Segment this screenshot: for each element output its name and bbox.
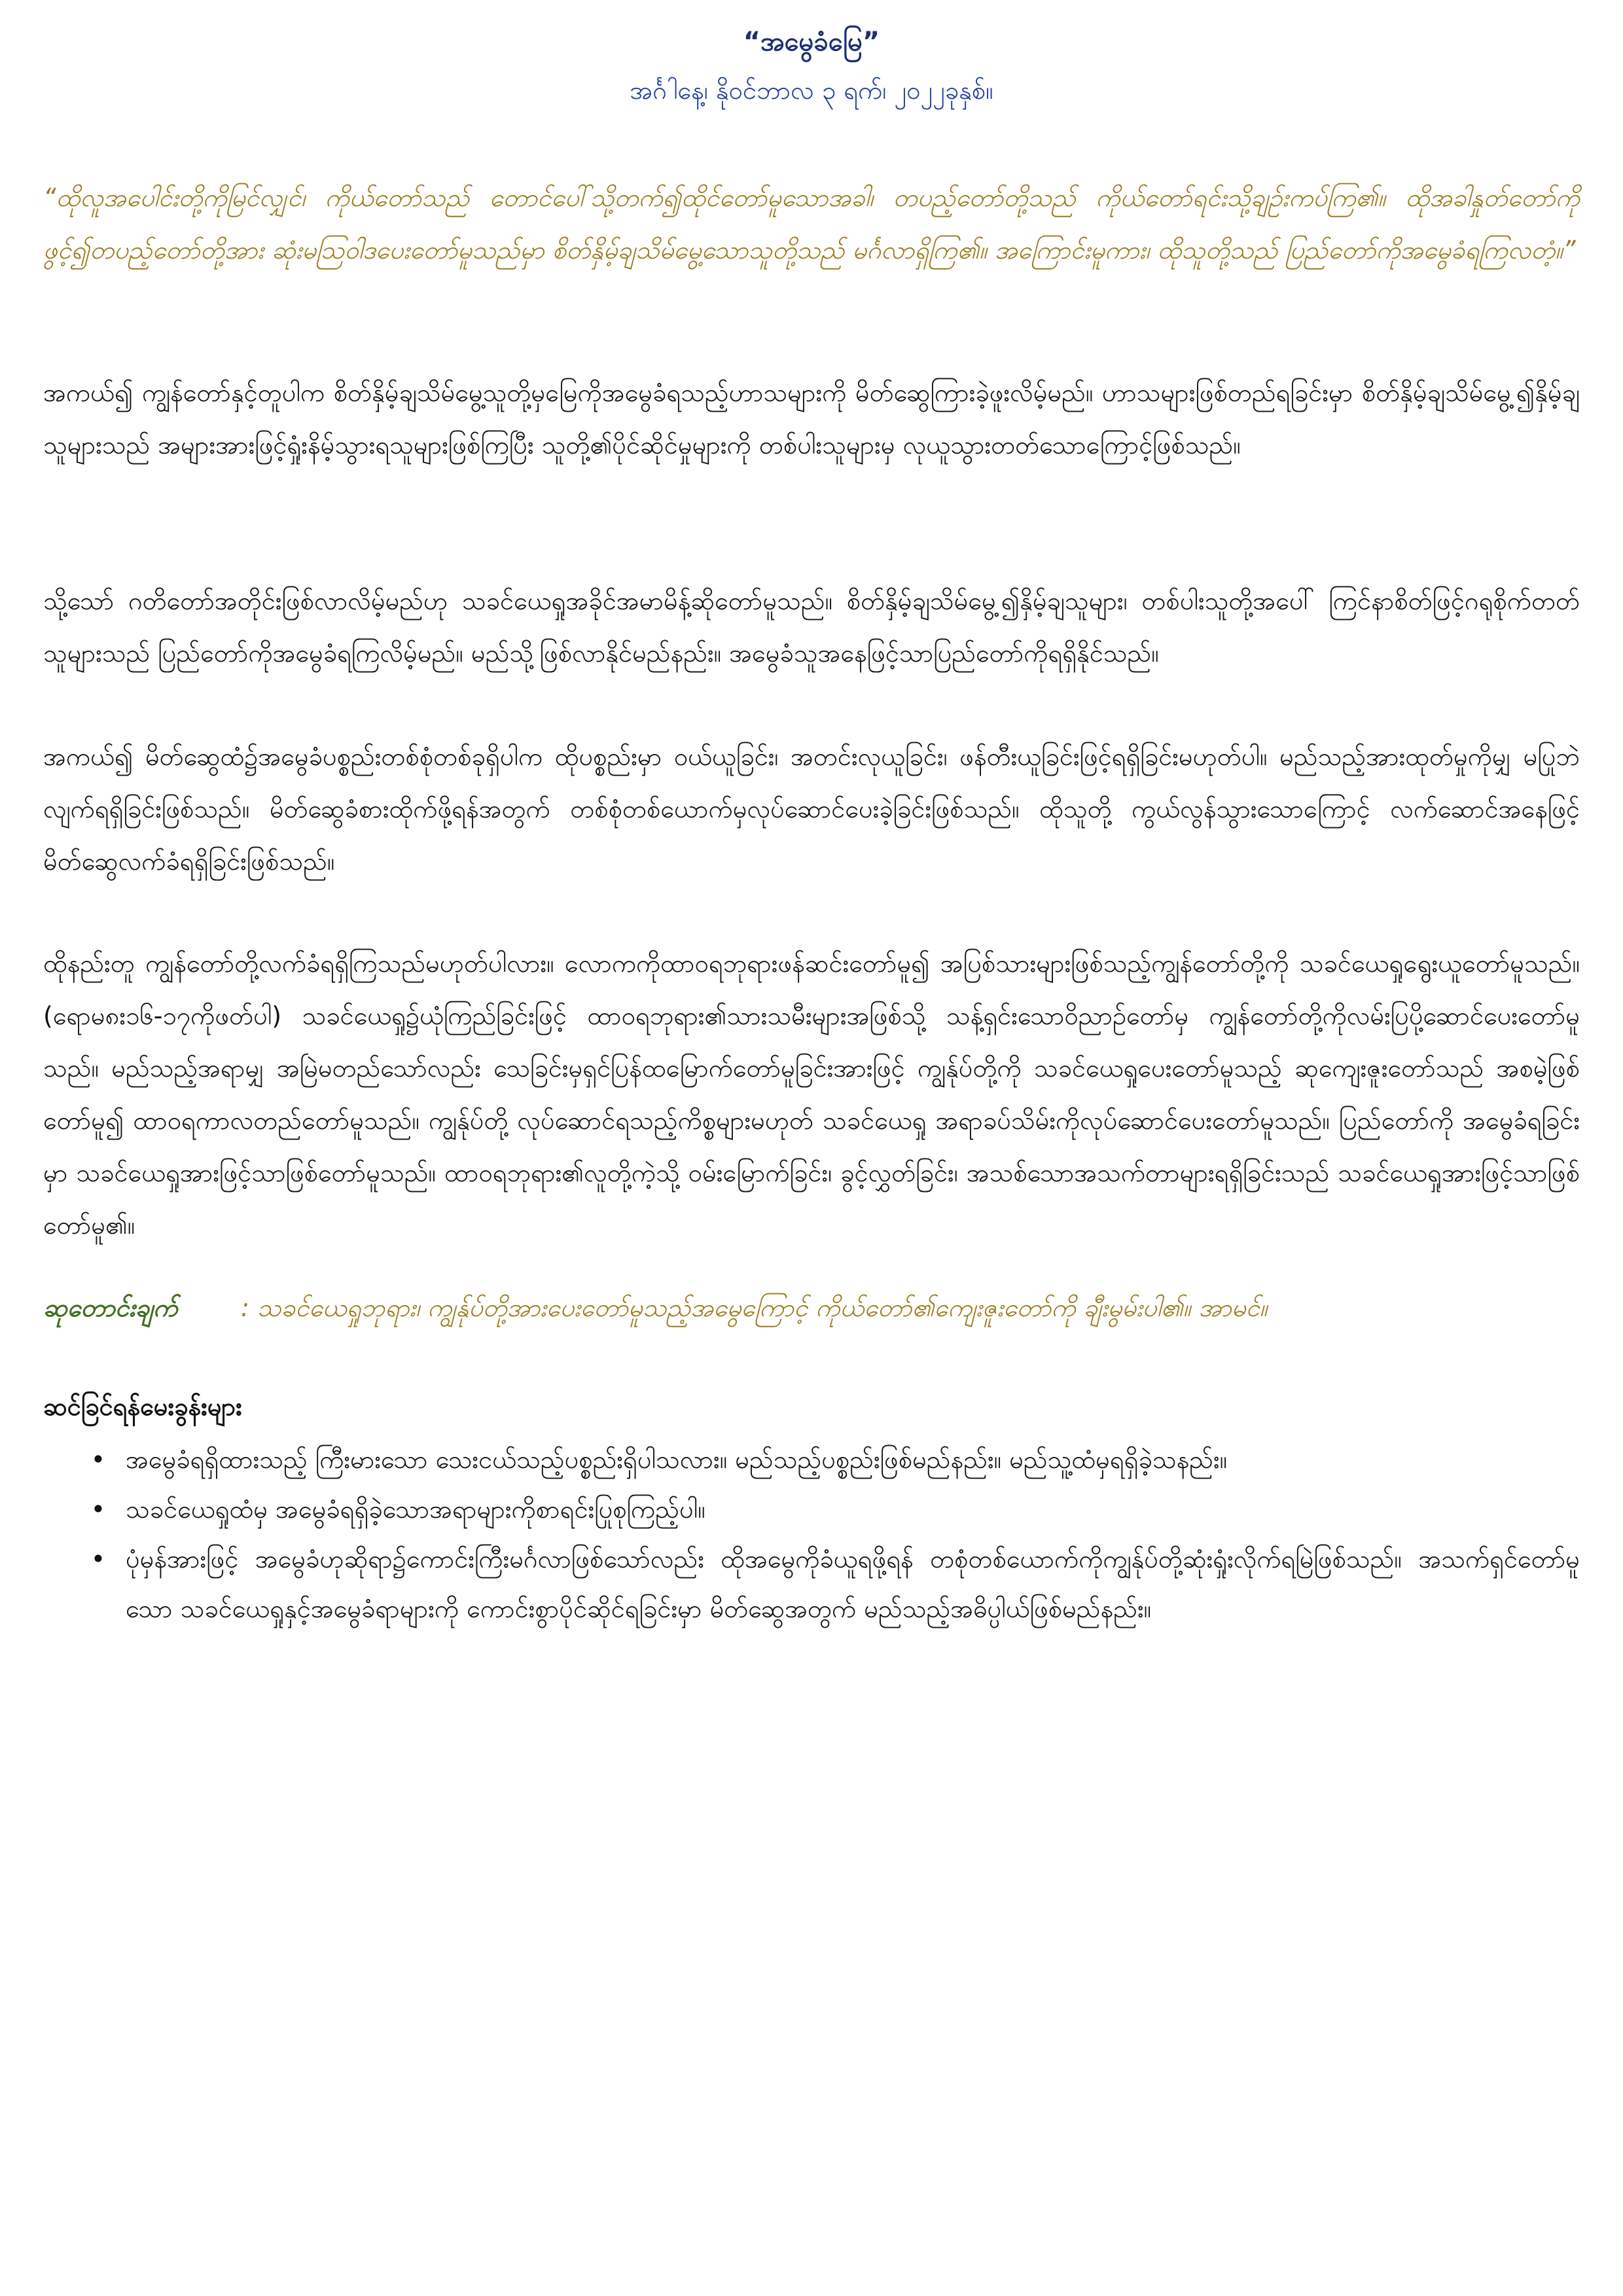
prayer-text: : သခင်ယေရှုဘုရား၊ ကျွန်ုပ်တို့အားပေးတော်မူသည့်အမွေကြောင့် ကိုယ်တော်၏ကျေးဇူးတော်ကို ချီးမွမ်းပါ၏။ အာမင်။ xyxy=(241,1293,1268,1322)
list-item xyxy=(43,1435,1580,1484)
bullet-icon: • xyxy=(90,1545,106,1573)
list-item xyxy=(43,1484,1580,1534)
date-line: အင်္ဂါနေ့၊ နိုဝင်ဘာလ ၃ ရက်၊ ၂၀၂၂ခုနှစ်။ xyxy=(630,76,993,105)
paragraph-1: အကယ်၍ ကျွန်တော်နှင့်တူပါက စိတ်နှိမ့်ချသိမ်မွေ့သူတို့မှမြေကိုအမွေခံရသည့်ဟာသများကို မိတ်ဆွေကြားခဲ့ဖူးလိမ့်မည်။ ဟာသများဖြစ်တည်ရခြင်းမှာ စိတ်နှိမ့်ချသိမ်မွေ့၍နှိမ့်ချသူများသည် အများအားဖြင့်ရှုံးနိမ့်သွားရသူများဖြစ်ကြပြီး သူတို့၏ပိုင်ဆိုင်မှုများကို တစ်ပါးသူများမှ လုယူသွားတတ်သောကြောင့်ဖြစ်သည်။ xyxy=(43,378,1580,459)
list-item xyxy=(43,1534,1580,1634)
prayer-line xyxy=(43,1282,1580,1334)
question-text: ပုံမှန်အားဖြင့် အမွေခံဟုဆိုရာ၌ကောင်းကြီးမင်္ဂလာဖြစ်သော်လည်း ထိုအမွေကိုခံယူရဖို့ရန် တစုံတစ်ယောက်ကိုကျွန်ုပ်တို့ဆုံးရှုံးလိုက်ရမြဲဖြစ်သည်။ အသက်ရှင်တော်မူသော သခင်ယေရှုနှင့်အမွေခံရာများကို ကောင်းစွာပိုင်ဆိုင်ရခြင်းမှာ မိတ်ဆွေအတွက် မည်သည့်အဓိပ္ပါယ်ဖြစ်မည်နည်း။ xyxy=(126,1545,1580,1623)
question-text: အမွေခံရရှိထားသည့် ကြီးမားသော သေးငယ်သည့်ပစ္စည်းရှိပါသလား။ မည်သည့်ပစ္စည်းဖြစ်မည်နည်း။ မည်သူ့ထံမှရရှိခဲ့သနည်း။ xyxy=(126,1445,1228,1474)
bullet-icon: • xyxy=(90,1445,106,1474)
questions-heading: ဆင်ခြင်ရန်မေးခွန်းများ xyxy=(43,1392,242,1421)
page-title: “အမွေခံမြေ” xyxy=(743,27,880,57)
paragraph-3: အကယ်၍ မိတ်ဆွေထံ၌အမွေခံပစ္စည်းတစ်စုံတစ်ခုရှိပါက ထိုပစ္စည်းမှာ ဝယ်ယူခြင်း၊ အတင်းလုယူခြင်း၊ ဖန်တီးယူခြင်းဖြင့်ရရှိခြင်းမဟုတ်ပါ။ မည်သည့်အားထုတ်မှုကိုမျှ မပြုဘဲလျက်ရရှိခြင်းဖြစ်သည်။ မိတ်ဆွေခံစားထိုက်ဖို့ရန်အတွက် တစ်စုံတစ်ယောက်မှလုပ်ဆောင်ပေးခဲ့ခြင်းဖြစ်သည်။ ထိုသူတို့ ကွယ်လွန်သွားသောကြောင့် လက်ဆောင်အနေဖြင့် မိတ်ဆွေလက်ခံရရှိခြင်းဖြစ်သည်။ xyxy=(43,742,1580,876)
paragraph-2: သို့သော် ဂတိတော်အတိုင်းဖြစ်လာလိမ့်မည်ဟု သခင်ယေရှုအခိုင်အမာမိန့်ဆိုတော်မူသည်။ စိတ်နှိမ့်ချသိမ်မွေ့၍နှိမ့်ချသူများ၊ တစ်ပါးသူတို့အပေါ် ကြင်နာစိတ်ဖြင့်ဂရုစိုက်တတ်သူများသည် ပြည်တော်ကိုအမွေခံရကြလိမ့်မည်။ မည်သို့ဖြစ်လာနိုင်မည်နည်း။ အမွေခံသူအနေဖြင့်သာပြည်တော်ကိုရရှိနိုင်သည်။ xyxy=(43,586,1580,668)
paragraph-4: ထိုနည်းတူ ကျွန်တော်တို့လက်ခံရရှိကြသည်မဟုတ်ပါလား။ လောကကိုထာဝရဘုရားဖန်ဆင်းတော်မူ၍ အပြစ်သားများဖြစ်သည့်ကျွန်တော်တို့ကို သခင်ယေရှုရွေးယူတော်မူသည်။ (ရောမ၈း၁၆-၁၇ကိုဖတ်ပါ) သခင်ယေရှု၌ယုံကြည်ခြင်းဖြင့် ထာဝရဘုရား၏သားသမီးများအဖြစ်သို့ သန့်ရှင်းသောဝိညာဉ်တော်မှ ကျွန်တော်တို့ကိုလမ်းပြပို့ဆောင်ပေးတော်မူသည်။ မည်သည့်အရာမျှ အမြဲမတည်သော်လည်း သေခြင်းမှရှင်ပြန်ထမြောက်တော်မူခြင်းအားဖြင့် ကျွန်ုပ်တို့ကို သခင်ယေရှုပေးတော်မူသည့် ဆုကျေးဇူးတော်သည် အစမဲ့ဖြစ်တော်မူ၍ ထာဝရကာလတည်တော်မူသည်။ ကျွန်ုပ်တို့ လုပ်ဆောင်ရသည့်ကိစ္စများမဟုတ် သခင်ယေရှု အရာခပ်သိမ်းကိုလုပ်ဆောင်ပေးတော်မူသည်။ ပြည်တော်ကို အမွေခံရခြင်းမှာ သခင်ယေရှုအားဖြင့်သာဖြစ်တော်မူသည်။ ထာဝရဘုရား၏လူတို့ကဲ့သို့ ဝမ်းမြောက်ခြင်း၊ ခွင့်လွှတ်ခြင်း၊ အသစ်သောအသက်တာများရရှိခြင်းသည် သခင်ယေရှုအားဖြင့်သာဖြစ်တော်မူ၏။ xyxy=(43,949,1580,1240)
bullet-icon: • xyxy=(90,1495,106,1524)
questions-list xyxy=(43,1435,1580,1634)
question-text: သခင်ယေရှုထံမှ အမွေခံရရှိခဲ့သောအရာများကိုစာရင်းပြုစုကြည့်ပါ။ xyxy=(126,1495,705,1524)
prayer-label: ဆုတောင်းချက် xyxy=(43,1293,178,1322)
scripture-verse: “ထိုလူအပေါင်းတို့ကိုမြင်လျှင်၊ ကိုယ်တော်သည် တောင်ပေါ်သို့တက်၍ထိုင်တော်မူသောအခါ၊ တပည့်တော်တို့သည် ကိုယ်တော်ရင်းသို့ချဉ်းကပ်ကြ၏။ ထိုအခါနှုတ်တော်ကိုဖွင့်၍တပည့်တော်တို့အား ဆုံးမဩဝါဒပေးတော်မူသည်မှာ စိတ်နှိမ့်ချသိမ်မွေ့သောသူတို့သည် မင်္ဂလာရှိကြ၏။ အကြောင်းမူကား၊ ထိုသူတို့သည် ပြည်တော်ကိုအမွေခံရကြလတံ့။” xyxy=(43,183,1580,264)
